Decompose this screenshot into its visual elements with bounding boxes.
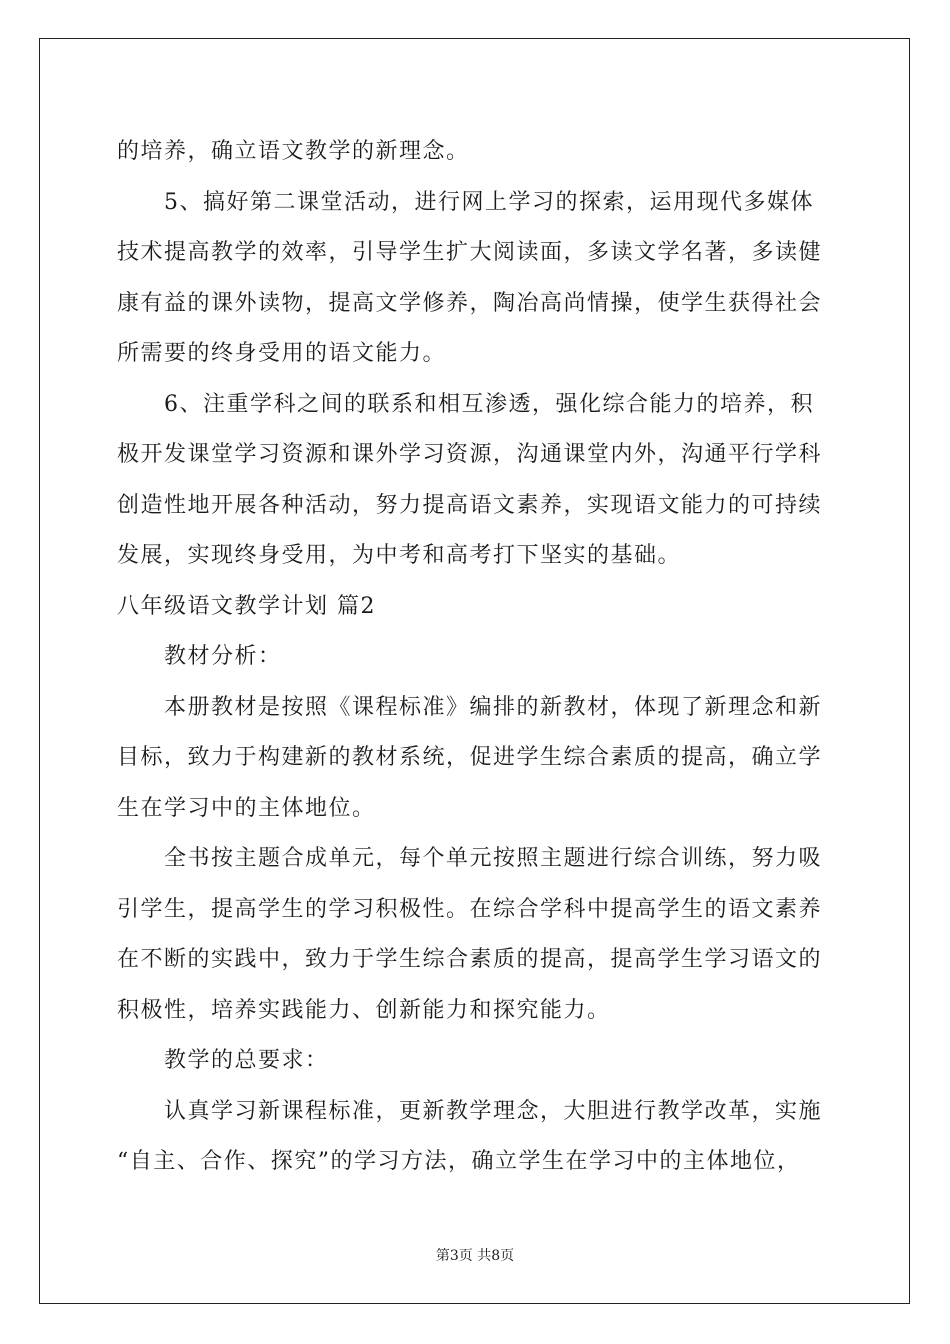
text-line: 本册教材是按照《课程标准》编排的新教材，体现了新理念和新 <box>164 694 823 720</box>
document-body <box>117 127 832 1188</box>
text-line: 认真学习新课程标准，更新教学理念，大胆进行教学改革，实施 <box>164 1098 823 1124</box>
text-line: 目标，致力于构建新的教材系统，促进学生综合素质的提高，确立学 <box>117 745 823 770</box>
text-line: 的培养，确立语文教学的新理念。 <box>117 139 470 164</box>
text-line: 5、搞好第二课堂活动，进行网上学习的探索，运用现代多媒体 <box>164 189 814 215</box>
text-line: 创造性地开展各种活动，努力提高语文素养，实现语文能力的可持续 <box>117 492 823 518</box>
page-number-footer: 第3页 共8页 <box>435 1248 515 1264</box>
subheading-general-requirements: 教学的总要求： <box>164 1048 329 1073</box>
text-line: 全书按主题合成单元，每个单元按照主题进行综合训练，努力吸 <box>164 846 823 871</box>
text-line: 极开发课堂学习资源和课外学习资源，沟通课堂内外，沟通平行学科 <box>117 442 823 467</box>
text-line: 6、注重学科之间的联系和相互渗透，强化综合能力的培养，积 <box>164 391 814 417</box>
text-line: 发展，实现终身受用，为中考和高考打下坚实的基础。 <box>117 543 682 568</box>
text-line: “自主、合作、探究”的学习方法，确立学生在学习中的主体地位， <box>117 1149 801 1174</box>
text-line: 生在学习中的主体地位。 <box>117 795 376 821</box>
text-line: 在不断的实践中，致力于学生综合素质的提高，提高学生学习语文的 <box>117 947 823 972</box>
text-line: 技术提高教学的效率，引导学生扩大阅读面，多读文学名著，多读健 <box>117 240 823 265</box>
text-line: 积极性，培养实践能力、创新能力和探究能力。 <box>117 997 611 1023</box>
text-line: 引学生，提高学生的学习积极性。在综合学科中提高学生的语文素养 <box>117 896 823 922</box>
text-line: 所需要的终身受用的语文能力。 <box>117 341 447 366</box>
subheading-textbook-analysis: 教材分析： <box>164 644 282 669</box>
section-heading: 八年级语文教学计划 篇2 <box>117 593 376 619</box>
text-line: 康有益的课外读物，提高文学修养，陶冶高尚情操，使学生获得社会 <box>117 290 823 316</box>
